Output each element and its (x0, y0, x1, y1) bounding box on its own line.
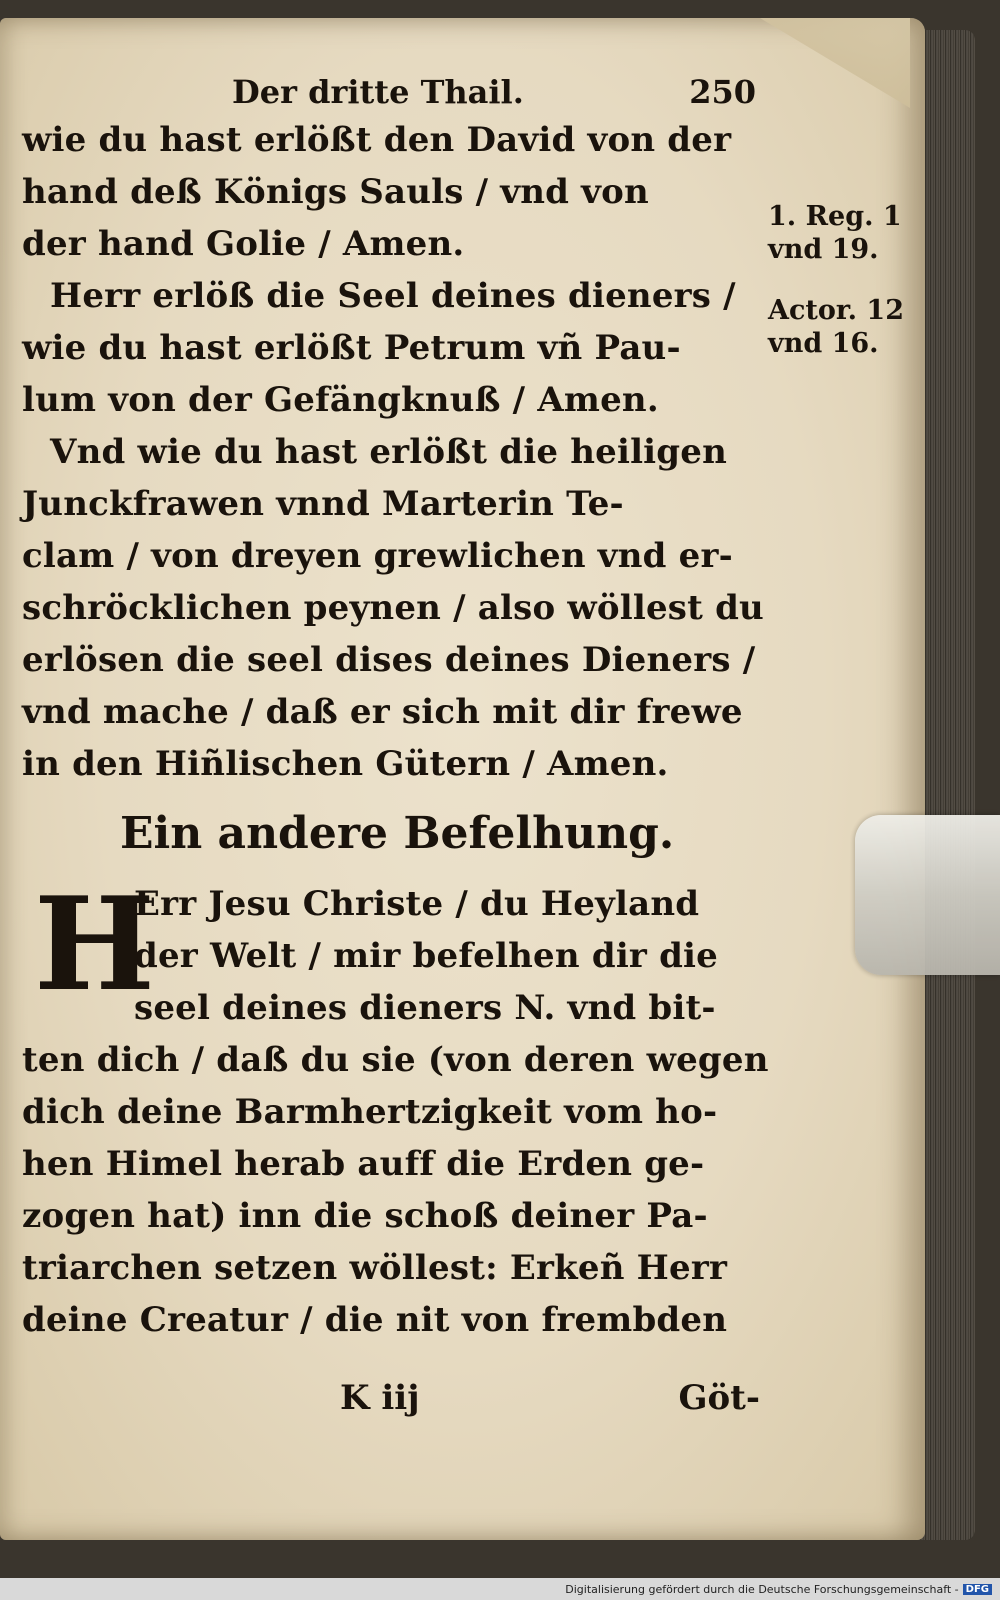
text-line: clam / von dreyen grewlichen vnd er- (22, 536, 733, 576)
text-line: der Welt / mir befelhen dir die (134, 936, 719, 976)
dfg-logo: DFG (963, 1584, 992, 1595)
section-title: Ein andere Befelhung. (120, 808, 675, 859)
digitization-credit-bar (0, 1578, 1000, 1600)
page-number: 250 (689, 73, 756, 111)
page-clip-tab (855, 815, 1000, 975)
paragraph-prayer-part1 (22, 114, 762, 790)
text-line: Herr erlöß die Seel deines dieners / (50, 276, 736, 316)
text-line: erlösen die seel dises deines Dieners / (22, 640, 756, 680)
page-footer (340, 1378, 760, 1418)
margin-note-line: vnd 16. (768, 328, 879, 359)
text-line: in den Hiñlischen Gütern / Amen. (22, 744, 669, 784)
text-line: schröcklichen peynen / also wöllest du (22, 588, 764, 628)
text-line: wie du hast erlößt Petrum vñ Pau- (22, 328, 681, 368)
running-head: Der dritte Thail. (232, 73, 524, 111)
credit-text: Digitalisierung gefördert durch die Deutsche Forschungsgemeinschaft - (565, 1582, 959, 1596)
text-line: ten dich / daß du sie (von deren wegen (22, 1040, 769, 1080)
margin-notes (768, 200, 908, 388)
page-text (22, 70, 769, 1346)
drop-cap-initial: H (34, 870, 155, 1020)
catchword: Göt- (678, 1378, 760, 1418)
text-line: deine Creatur / die nit von frembden (22, 1300, 728, 1340)
text-line: Vnd wie du hast erlößt die heiligen (50, 432, 728, 472)
margin-note-line: vnd 19. (768, 234, 879, 265)
text-line: der hand Golie / Amen. (22, 224, 465, 264)
margin-note-line: 1. Reg. 1 (768, 201, 902, 232)
text-line: wie du hast erlößt den David von der (22, 120, 732, 160)
page-header (22, 70, 762, 114)
text-line: Err Jesu Christe / du Heyland (134, 884, 700, 924)
margin-note-line: Actor. 12 (768, 295, 904, 326)
margin-note (768, 294, 908, 360)
text-line: zogen hat) inn die schoß deiner Pa- (22, 1196, 708, 1236)
text-line: seel deines dieners N. vnd bit- (134, 988, 716, 1028)
text-line: lum von der Gefängknuß / Amen. (22, 380, 659, 420)
text-line: vnd mache / daß er sich mit dir frewe (22, 692, 743, 732)
text-line: triarchen setzen wöllest: Erkeñ Herr (22, 1248, 728, 1288)
margin-note (768, 200, 908, 266)
signature-mark: K iij (340, 1378, 420, 1418)
text-line: dich deine Barmhertzigkeit vom ho- (22, 1092, 718, 1132)
text-line: hand deß Königs Sauls / vnd von (22, 172, 649, 212)
paragraph-with-initial (22, 870, 769, 1346)
text-line: hen Himel herab auff die Erden ge- (22, 1144, 705, 1184)
text-line: Junckfrawen vnnd Marterin Te- (22, 484, 624, 524)
